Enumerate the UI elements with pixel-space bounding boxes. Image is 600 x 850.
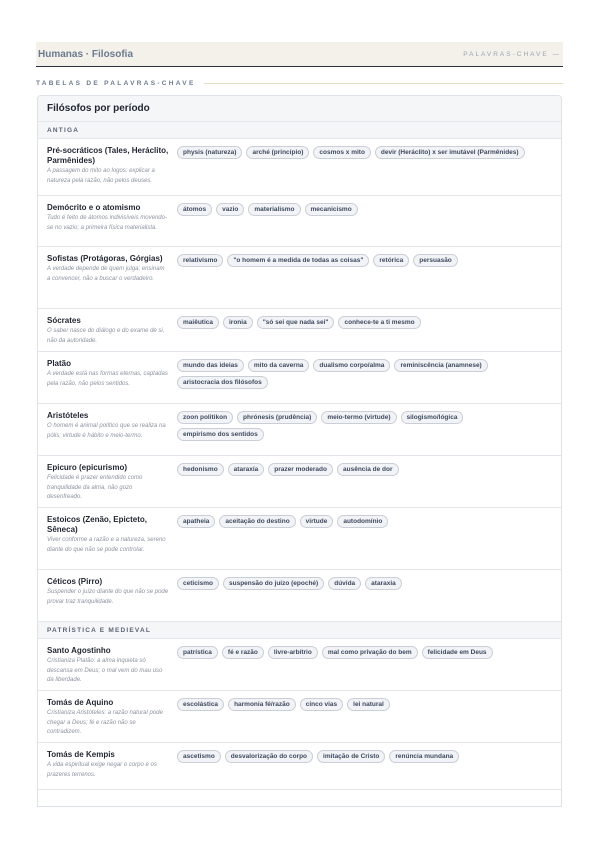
philosopher-description: Felicidade é prazer entendido como tranquilidade da alma, não gozo desenfreado. [47, 475, 143, 500]
table-row [38, 352, 561, 404]
table-title: Filósofos por período [38, 96, 561, 122]
keyword-tag: zoon politikon [177, 411, 233, 424]
philosopher-description: O homem é animal político que se realiza na pólis; virtude é hábito e meio-termo. [47, 423, 166, 439]
keyword-tag: prazer moderado [268, 463, 333, 476]
philosopher-description: Suspender o juízo diante do que não se pode provar traz tranquilidade. [47, 589, 169, 605]
keyword-tag: devir (Heráclito) x ser imutável (Parmênides) [375, 146, 525, 159]
keyword-tag: conhece-te a ti mesmo [338, 316, 420, 329]
section-divider [204, 83, 563, 84]
keyword-tag: apatheia [177, 515, 215, 528]
keyword-tags [169, 254, 561, 308]
keyword-tag: imitação de Cristo [317, 750, 385, 763]
header-right-label: PALAVRAS-CHAVE — [463, 50, 561, 58]
keyword-tag: felicidade em Deus [422, 646, 493, 659]
keyword-tags [169, 577, 561, 621]
keyword-tag: livre-arbítrio [268, 646, 318, 659]
keyword-tag: materialismo [248, 203, 300, 216]
table-row [38, 247, 561, 309]
breadcrumb-title: Humanas · Filosofia [38, 48, 134, 60]
philosopher-cell [47, 577, 169, 621]
keyword-table [37, 95, 562, 807]
keyword-tags [169, 750, 561, 789]
keyword-tag: dualismo corpo/alma [313, 359, 390, 372]
philosopher-cell [47, 359, 169, 403]
section-label: TABELAS DE PALAVRAS-CHAVE [36, 79, 196, 87]
keyword-tag: ironia [223, 316, 253, 329]
keyword-tag: cosmos x mito [313, 146, 371, 159]
keyword-tag: persuasão [413, 254, 458, 267]
philosopher-name: Sócrates [47, 316, 81, 325]
keyword-tags [169, 698, 561, 742]
philosopher-description: Viver conforme a razão e a natureza, sereno diante do que não se pode controlar. [47, 537, 166, 553]
philosopher-description: O saber nasce do diálogo e do exame de si, não da autoridade. [47, 328, 165, 344]
table-row [38, 639, 561, 691]
keyword-tag: harmonia fé/razão [228, 698, 296, 711]
keyword-tag: ceticismo [177, 577, 219, 590]
philosopher-cell [47, 646, 169, 690]
keyword-tag: mecanicismo [305, 203, 358, 216]
keyword-tag: ataraxia [365, 577, 402, 590]
table-row [38, 691, 561, 743]
keyword-tags [169, 646, 561, 690]
keyword-tag: fé e razão [222, 646, 264, 659]
keyword-tag: silogismo/lógica [401, 411, 464, 424]
table-row [38, 309, 561, 352]
philosopher-name: Demócrito e o atomismo [47, 203, 141, 212]
philosopher-name: Tomás de Kempis [47, 750, 115, 759]
keyword-tag: phrónesis (prudência) [237, 411, 317, 424]
philosopher-cell [47, 203, 169, 246]
table-row [38, 508, 561, 570]
keyword-tag: mal como privação do bem [322, 646, 418, 659]
philosopher-cell [47, 254, 169, 308]
philosopher-name: Platão [47, 359, 72, 368]
keyword-tags [169, 203, 561, 246]
philosopher-name: Aristóteles [47, 411, 89, 420]
keyword-tag: empirismo dos sentidos [177, 428, 264, 441]
keyword-tag: virtude [300, 515, 334, 528]
keyword-tag: cinco vias [300, 698, 343, 711]
keyword-tags [169, 463, 561, 507]
keyword-tag: physis (natureza) [177, 146, 242, 159]
philosopher-description: A passagem do mito ao logos: explicar a natureza pela razão, não pelos deuses. [47, 168, 155, 184]
keyword-tag: "o homem é a medida de todas as coisas" [227, 254, 369, 267]
philosopher-description: Tudo é feito de átomos indivisíveis movendo-se no vazio; a primeira física materialista. [47, 215, 167, 231]
table-row [38, 743, 561, 790]
keyword-tag: lei natural [347, 698, 390, 711]
group-header: ANTIGA [38, 122, 561, 139]
philosopher-cell [47, 515, 169, 569]
keyword-tag: patrística [177, 646, 218, 659]
keyword-tags [169, 359, 561, 403]
philosopher-cell [47, 146, 169, 195]
keyword-tag: ataraxia [228, 463, 265, 476]
philosopher-name: Pré-socráticos (Tales, Heráclito, Parmênides) [47, 146, 169, 165]
philosopher-name: Estoicos (Zenão, Epicteto, Sêneca) [47, 515, 148, 534]
keyword-tag: mito da caverna [248, 359, 310, 372]
keyword-tag: arché (princípio) [246, 146, 309, 159]
keyword-tag: maiêutica [177, 316, 219, 329]
philosopher-description: A verdade depende de quem julga; ensinam a convencer, não a buscar o verdadeiro. [47, 266, 165, 282]
keyword-tag: hedonismo [177, 463, 224, 476]
table-row [38, 196, 561, 247]
keyword-tag: renúncia mundana [389, 750, 459, 763]
philosopher-description: A vida espiritual exige negar o corpo e os prazeres terrenos. [47, 762, 157, 778]
philosopher-name: Epicuro (epicurismo) [47, 463, 128, 472]
keyword-tag: aristocracia dos filósofos [177, 376, 268, 389]
keyword-tags [169, 515, 561, 569]
keyword-tag: ausência de dor [337, 463, 399, 476]
philosopher-cell [47, 463, 169, 507]
philosopher-name: Céticos (Pirro) [47, 577, 103, 586]
keyword-tags [169, 316, 561, 351]
keyword-tag: reminiscência (anamnese) [394, 359, 487, 372]
group-header: PATRÍSTICA E MEDIEVAL [38, 622, 561, 639]
keyword-tag: "só sei que nada sei" [257, 316, 335, 329]
keyword-tag: aceitação do destino [219, 515, 295, 528]
keyword-tag: escolástica [177, 698, 224, 711]
philosopher-description: Cristianiza Platão: a alma inquieta só descansa em Deus; o mal vem do mau uso da liberdade. [47, 658, 163, 683]
philosopher-name: Sofistas (Protágoras, Górgias) [47, 254, 163, 263]
keyword-tags [169, 146, 561, 195]
philosopher-cell [47, 698, 169, 742]
keyword-tag: vazio [216, 203, 244, 216]
philosopher-cell [47, 411, 169, 455]
philosopher-cell [47, 750, 169, 789]
table-row [38, 570, 561, 622]
philosopher-name: Santo Agostinho [47, 646, 111, 655]
philosopher-cell [47, 316, 169, 351]
philosopher-description: A verdade está nas formas eternas, captadas pela razão, não pelos sentidos. [47, 371, 168, 387]
table-row [38, 404, 561, 456]
keyword-tag: ascetismo [177, 750, 221, 763]
keyword-tag: meio-termo (virtude) [321, 411, 396, 424]
keyword-tag: mundo das ideias [177, 359, 244, 372]
keyword-tag: átomos [177, 203, 212, 216]
section-heading [36, 78, 563, 88]
keyword-tag: autodomínio [337, 515, 388, 528]
top-bar [36, 42, 563, 67]
table-body [38, 122, 561, 790]
keyword-tag: dúvida [328, 577, 361, 590]
philosopher-description: Cristianiza Aristóteles: a razão natural pode chegar a Deus; fé e razão não se contradizem. [47, 710, 163, 735]
philosopher-name: Tomás de Aquino [47, 698, 114, 707]
keyword-tag: retórica [373, 254, 409, 267]
table-row [38, 139, 561, 196]
keyword-tag: relativismo [177, 254, 223, 267]
keyword-tag: desvalorização do corpo [225, 750, 313, 763]
keyword-tag: suspensão do juízo (epoché) [223, 577, 324, 590]
table-row [38, 456, 561, 508]
keyword-tags [169, 411, 561, 455]
